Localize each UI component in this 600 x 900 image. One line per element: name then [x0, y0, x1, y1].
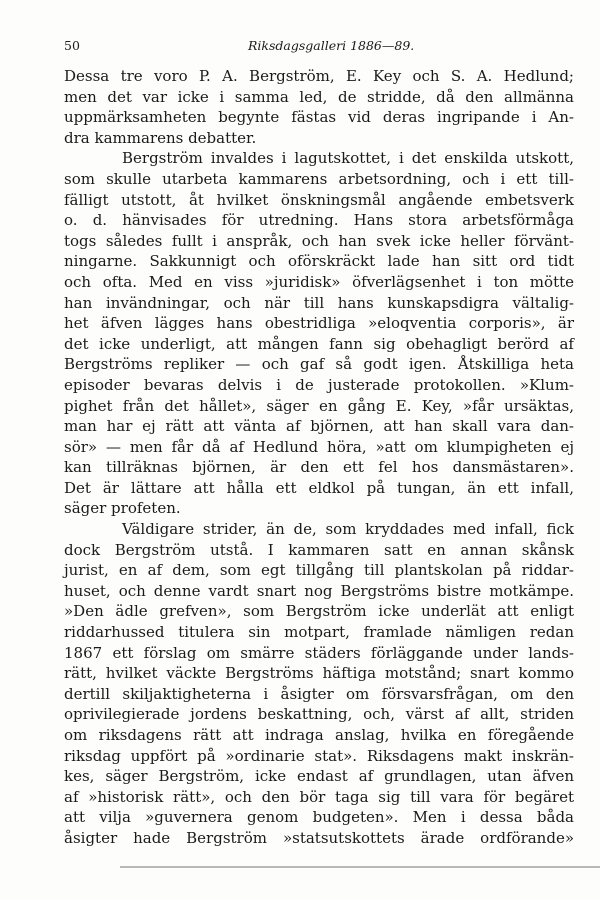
text-line: togs således fullt i anspråk, och han svek icke heller förvänt-	[64, 231, 574, 250]
text-line: Bergströms repliker — och gaf så godt igen. Åtskilliga heta	[64, 355, 574, 374]
text-line: men det var icke i samma led, de stridde, då den allmänna	[64, 87, 574, 106]
text-line: 1867 ett förslag om smärre städers förläggande under lands-	[64, 643, 574, 662]
text-line: huset, och denne vardt snart nog Bergströms bistre motkämpe.	[64, 581, 574, 600]
text-line: het äfven lägges hans obestridliga »eloqventia corporis», är	[64, 314, 574, 333]
text-line: pighet från det hållet», säger en gång E. Key, »får ursäktas,	[64, 396, 574, 415]
text-line: och ofta. Med en viss »juridisk» öfverlägsenhet i ton mötte	[64, 272, 574, 291]
text-line: rätt, hvilket väckte Bergströms häftiga motstånd; snart kommo	[64, 664, 574, 683]
page-header	[64, 38, 574, 58]
text-line: sör» — men får då af Hedlund höra, »att om klumpigheten ej	[64, 437, 574, 456]
text-line: som skulle utarbeta kammarens arbetsordning, och i ett till-	[64, 169, 574, 188]
text-line: ningarne. Sakkunnigt och oförskräckt lade han sitt ord tidt	[64, 252, 574, 271]
text-line: riddarhussed titulera sin motpart, framlade nämligen redan	[64, 623, 574, 642]
page-edge-rule	[120, 866, 600, 868]
text-line: om riksdagens rätt att indraga anslag, hvilka en föregående	[64, 726, 574, 744]
text-line: säger profeten.	[64, 499, 181, 518]
text-line: Väldigare strider, än de, som kryddades med infall, fick	[122, 520, 574, 539]
text-line: man har ej rätt att vänta af björnen, att han skall vara dan-	[64, 417, 574, 436]
text-line: Bergström invaldes i lagutskottet, i det enskilda utskott,	[122, 149, 574, 168]
text-line: af »historisk rätt», och den bör taga sig till vara för begäret	[64, 787, 574, 806]
text-line: dra kammarens debatter.	[64, 128, 257, 147]
text-line: riksdag uppfört på »ordinarie stat». Riksdagens makt inskrän-	[64, 746, 574, 765]
text-line: dock Bergström utstå. I kammaren satt en annan skånsk	[64, 540, 574, 559]
text-line: oprivilegierade jordens beskattning, och, värst af allt, striden	[64, 705, 574, 724]
text-line: o. d. hänvisades för utredning. Hans stora arbetsförmåga	[64, 211, 574, 230]
text-line: kes, säger Bergström, icke endast af grundlagen, utan äfven	[64, 767, 574, 786]
text-line: kan tillräknas björnen, är den ett fel hos dansmästaren».	[64, 458, 574, 477]
text-line: uppmärksamheten begynte fästas vid deras ingripande i An-	[64, 108, 574, 127]
body-text	[64, 66, 574, 849]
running-head: Riksdagsgalleri 1886—89.	[248, 38, 415, 53]
text-line: det icke underligt, att mången fann sig obehagligt berörd af	[64, 334, 574, 353]
text-line: dertill skiljaktigheterna i åsigter om försvarsfrågan, om den	[64, 684, 574, 703]
text-line: åsigter hade Bergström »statsutskottets ärade ordförande»	[64, 828, 574, 847]
text-line: jurist, en af dem, som egt tillgång till plantskolan på riddar-	[64, 561, 574, 580]
text-line: han invändningar, och när till hans kunskapsdigra vältalig-	[64, 293, 574, 312]
text-line: Dessa tre voro P. A. Bergström, E. Key och S. A. Hedlund;	[64, 67, 574, 85]
text-line: att vilja »guvernera genom budgeten». Men i dessa båda	[64, 808, 574, 827]
text-line: »Den ädle grefven», som Bergström icke underlät att enligt	[64, 602, 574, 621]
text-line: episoder bevaras delvis i de justerade protokollen. »Klum-	[64, 375, 574, 394]
text-line: Det är lättare att hålla ett eldkol på tungan, än ett infall,	[64, 478, 574, 497]
text-line: fälligt utstott, åt hvilket önskningsmål angående embetsverk	[64, 190, 574, 209]
page-number: 50	[64, 38, 80, 53]
